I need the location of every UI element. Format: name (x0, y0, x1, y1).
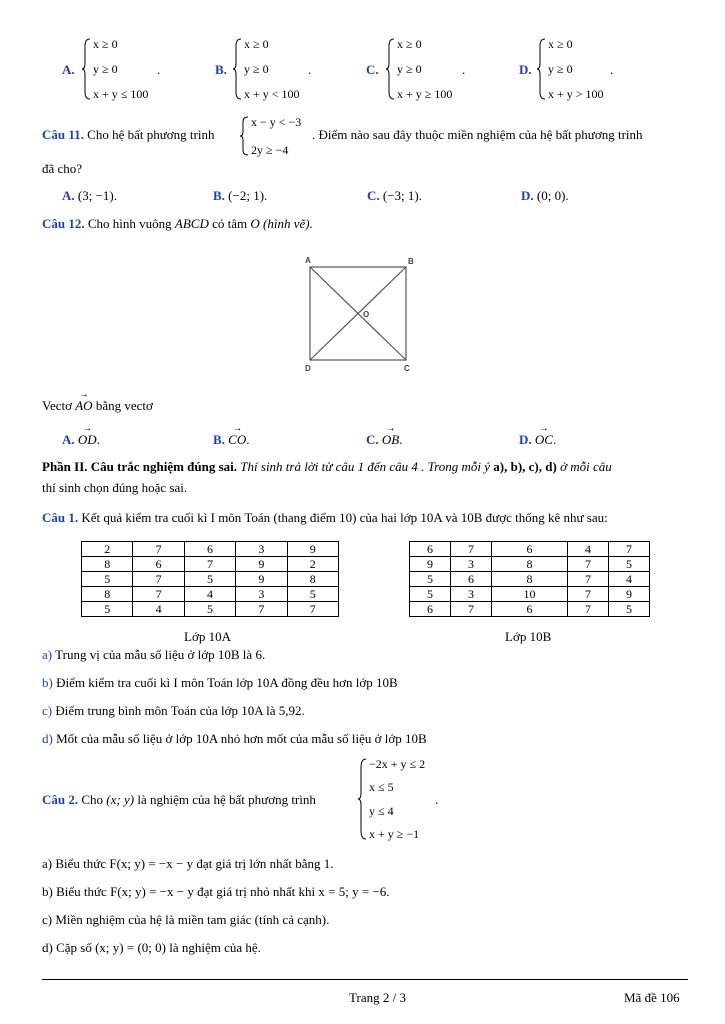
table-10b-cell: 3 (450, 587, 491, 602)
q12-option-d: D. → OC. (519, 430, 556, 448)
table-10b-cell: 6 (410, 542, 451, 557)
table-10b-cell: 6 (491, 602, 567, 617)
table-10a-cell: 4 (133, 602, 184, 617)
q10-option-d-letter: D. (519, 62, 532, 77)
q10-option-c-letter: C. (366, 62, 379, 77)
table-10a-row (82, 572, 339, 587)
q12-question: Vectơ → AO bằng vectơ (42, 396, 153, 414)
q11-option-b: B. (−2; 1). (213, 188, 268, 203)
table-10a-cell: 7 (184, 557, 235, 572)
table-10a-cell: 2 (82, 542, 133, 557)
center-label-o: O (363, 310, 370, 319)
q11-system: x − y < −3 2y ≥ −4 (240, 116, 301, 156)
table-10a-cell: 5 (184, 572, 235, 587)
table-10b-row (410, 572, 650, 587)
brace-icon (240, 116, 249, 156)
p2q2-statement-d: d) Cặp số (x; y) = (0; 0) là nghiệm của hệ. (42, 940, 261, 955)
table-10b-cell: 7 (568, 572, 609, 587)
p2q1-statement-a: a) Trung vị của mẫu số liệu ở lớp 10B là 6. (42, 647, 266, 662)
brace-icon (386, 38, 395, 100)
table-10b-row (410, 557, 650, 572)
table-10a-cell: 9 (236, 557, 287, 572)
caption-10a: Lớp 10A (184, 629, 231, 644)
table-10a-cell: 9 (287, 542, 338, 557)
table-10a-row (82, 602, 339, 617)
p2q1-statement-b: b) Điểm kiểm tra cuối kì I môn Toán lớp 10A đồng đều hơn lớp 10B (42, 675, 398, 690)
vertex-label-d: D (305, 364, 311, 373)
table-10b-cell: 3 (450, 557, 491, 572)
table-10b-cell: 5 (410, 587, 451, 602)
table-10a-cell: 7 (236, 602, 287, 617)
table-10b-cell: 6 (410, 602, 451, 617)
table-10b-cell: 4 (568, 542, 609, 557)
part-2-line1: Phần II. Câu trắc nghiệm đúng sai. Thí sinh trả lời từ câu 1 đến câu 4 . Trong mỗi ý a), b), c), d) ở mỗi câu (42, 459, 612, 474)
table-10a-cell: 6 (133, 557, 184, 572)
table-10b-row (410, 602, 650, 617)
table-10b-cell: 10 (491, 587, 567, 602)
table-10a-row (82, 542, 339, 557)
table-10b-cell: 7 (450, 542, 491, 557)
table-10a-cell: 7 (133, 542, 184, 557)
table-10a-cell: 5 (82, 602, 133, 617)
p2q2-statement-a: a) Biểu thức F(x; y) = −x − y đạt giá trị lớn nhất bằng 1. (42, 856, 334, 871)
vertex-label-c: C (404, 364, 410, 373)
p2q2-statement-b: b) Biểu thức F(x; y) = −x − y đạt giá trị nhỏ nhất khi x = 5; y = −6. (42, 884, 390, 899)
p2q1-statement-d: d) Mốt của mẫu số liệu ở lớp 10A nhỏ hơn mốt của mẫu số liệu ở lớp 10B (42, 731, 427, 746)
p2q2-system: −2x + y ≤ 2 x ≤ 5 y ≤ 4 x + y ≥ −1 (358, 758, 425, 840)
q11-option-c: C. (−3; 1). (367, 188, 422, 203)
table-10b-cell: 7 (568, 557, 609, 572)
p2q2-stem: Câu 2. Cho (x; y) là nghiệm của hệ bất phương trình (42, 792, 316, 807)
table-10b-cell: 7 (568, 587, 609, 602)
table-10b (409, 541, 650, 617)
table-10a-cell: 4 (184, 587, 235, 602)
p2q1-statement-c: c) Điểm trung bình môn Toán của lớp 10A là 5,92. (42, 703, 305, 718)
square-figure (296, 252, 426, 374)
table-10b-cell: 4 (609, 572, 650, 587)
table-10a-cell: 2 (287, 557, 338, 572)
table-10a-cell: 3 (236, 542, 287, 557)
table-10b-cell: 5 (609, 602, 650, 617)
table-10a-cell: 8 (82, 587, 133, 602)
q10-option-b-letter: B. (215, 62, 227, 77)
brace-icon (82, 38, 91, 100)
q12-option-b: B. → CO. (213, 430, 249, 448)
table-10b-cell: 5 (609, 557, 650, 572)
table-10a-cell: 7 (287, 602, 338, 617)
brace-icon (537, 38, 546, 100)
table-10b-cell: 5 (410, 572, 451, 587)
table-10b-cell: 9 (410, 557, 451, 572)
p2q1-stem: Câu 1. Kết quả kiểm tra cuối kì I môn Toán (thang điểm 10) của hai lớp 10A và 10B được thống kê như sau: (42, 510, 608, 525)
q11-stem-end: . Điểm nào sau đây thuộc miền nghiệm của hệ bất phương trình (312, 127, 643, 142)
part-2-line2: thí sinh chọn đúng hoặc sai. (42, 480, 188, 495)
q11-option-a: A. (3; −1). (62, 188, 117, 203)
vertex-label-a: A (305, 256, 311, 265)
table-10b-cell: 6 (450, 572, 491, 587)
q11-stem-line2: đã cho? (42, 161, 83, 176)
q11-stem-start: Câu 11. Cho hệ bất phương trình (42, 127, 215, 142)
q12-option-a: A. → OD. (62, 430, 100, 448)
q10-option-b-system: x ≥ 0 y ≥ 0 x + y < 100 (233, 38, 300, 100)
q11-option-d: D. (0; 0). (521, 188, 569, 203)
table-10b-cell: 8 (491, 572, 567, 587)
q12-stem: Câu 12. Cho hình vuông ABCD có tâm O (hình vẽ). (42, 216, 313, 231)
q12-option-c: C. → OB. (366, 430, 402, 448)
vertex-label-b: B (408, 257, 414, 266)
q10-option-c-system: x ≥ 0 y ≥ 0 x + y ≥ 100 (386, 38, 452, 100)
table-10a-cell: 6 (184, 542, 235, 557)
table-10b-cell: 7 (450, 602, 491, 617)
table-10a-cell: 5 (184, 602, 235, 617)
table-10b-cell: 7 (609, 542, 650, 557)
footer-exam-code: Mã đề 106 (624, 990, 680, 1005)
q10-option-a-letter: A. (62, 62, 75, 77)
table-10a-row (82, 587, 339, 602)
footer-page-number: Trang 2 / 3 (349, 990, 406, 1005)
q10-option-a-system: x ≥ 0 y ≥ 0 x + y ≤ 100 (82, 38, 148, 100)
q10-option-d-system: x ≥ 0 y ≥ 0 x + y > 100 (537, 38, 604, 100)
table-10b-cell: 7 (568, 602, 609, 617)
table-10b-row (410, 542, 650, 557)
caption-10b: Lớp 10B (505, 629, 552, 644)
table-10b-cell: 8 (491, 557, 567, 572)
table-10a-cell: 7 (133, 587, 184, 602)
table-10a-cell: 7 (133, 572, 184, 587)
p2q2-statement-c: c) Miền nghiệm của hệ là miền tam giác (tính cả cạnh). (42, 912, 330, 927)
table-10a-cell: 3 (236, 587, 287, 602)
table-10a-cell: 8 (82, 557, 133, 572)
brace-icon (358, 758, 367, 840)
table-10a-cell: 5 (82, 572, 133, 587)
table-10b-cell: 6 (491, 542, 567, 557)
table-10a (81, 541, 339, 617)
table-10b-row (410, 587, 650, 602)
table-10b-cell: 9 (609, 587, 650, 602)
footer-divider (42, 979, 688, 980)
table-10a-cell: 5 (287, 587, 338, 602)
table-10a-cell: 9 (236, 572, 287, 587)
brace-icon (233, 38, 242, 100)
table-10a-row (82, 557, 339, 572)
table-10a-cell: 8 (287, 572, 338, 587)
